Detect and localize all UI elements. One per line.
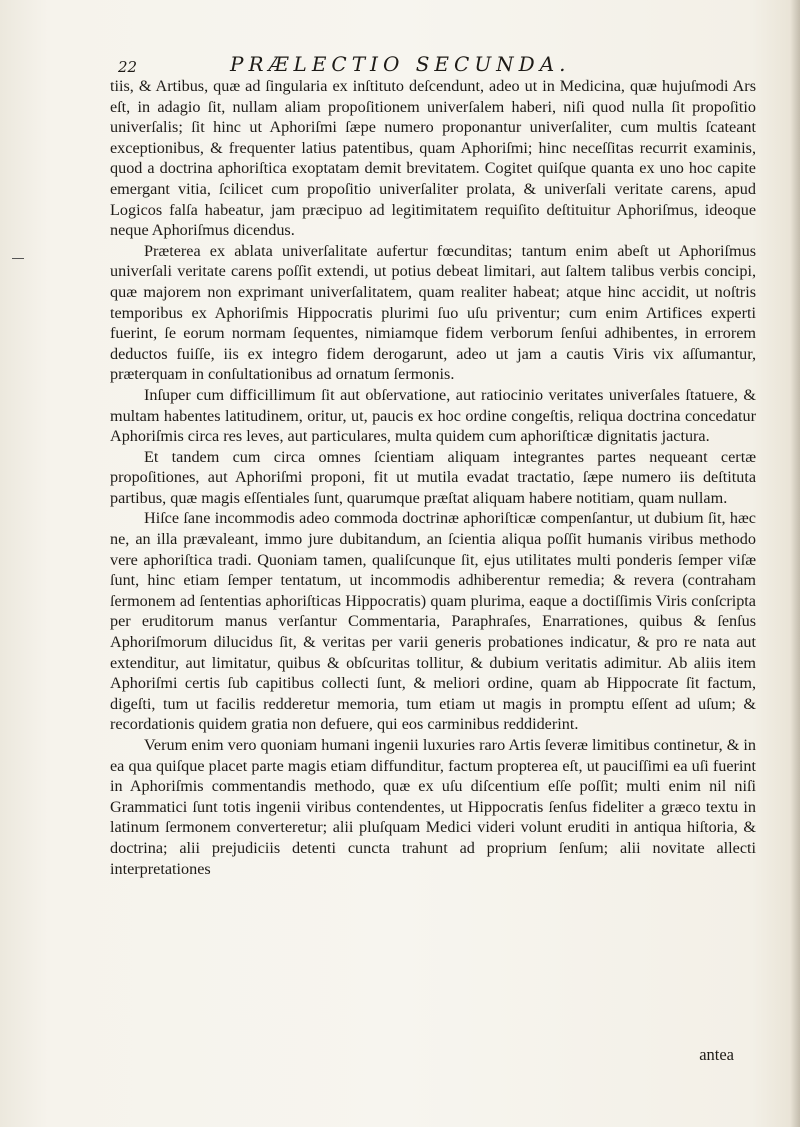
paragraph-2: Præterea ex ablata univerſalitate aufertur fœcunditas; tantum enim abeſt ut Aphoriſmus univerſali veritate carens poſſit extendi, ut potius debeat limitari, aut ſaltem talibus verbis concipi, quæ majorem non exprimant univerſalitatem, quam realiter habeat; atque hinc accidit, ut noſtris temporibus ex Aphoriſmis Hippocratis plurimi ſuo uſu priventur; cum enim Artifices experti fuerint, ſe eorum normam ſequentes, nimiamque fidem verborum ſenſui adhibentes, in errorem deductos fuiſſe, iis ex integro fidem derogarunt, adeo ut jam a cautis Viris vix aſſumantur, præterquam in conſultationibus ad ornatum ſermonis. (110, 241, 756, 384)
body-text (110, 76, 756, 879)
catchword: antea (699, 1045, 734, 1064)
paragraph-1: tiis, & Artibus, quæ ad ſingularia ex inſtituto deſcendunt, adeo ut in Medicina, quæ hujuſmodi Ars eſt, in adagio ſit, nullam aliam propoſitionem univerſalem haberi, niſi quod nulla ſit propoſitio univerſalis; ſit hinc ut Aphoriſmi ſæpe numero proponantur univerſaliter, cum multis ſcateant exceptionibus, & frequenter latius patentibus, quam Aphoriſmi; hinc neceſſitas recurrit examinis, quod a doctrina aphoriſtica exoptatam demit brevitatem. Cogitet quiſque quanta ex uno hoc capite emergant vitia, ſcilicet cum propoſitio univerſaliter prolata, & univerſali veritate carens, apud Logicos falſa habeatur, jam præcipuo ad legitimitatem requiſito deſtituitur Aphoriſmus, ideoque neque Aphoriſmus dicendus. (110, 77, 756, 240)
paragraph-6: Verum enim vero quoniam humani ingenii luxuries raro Artis ſeveræ limitibus continetur, & in ea qua quiſque placet parte magis etiam diffunditur, factum propterea eſt, ut pauciſſimi ea uſi fuerint in Aphoriſmis commentandis methodo, quæ ex uſu diſcentium eſſe poſſit; multi enim nil niſi Grammatici ſunt totis ingenii viribus contendentes, ut Hippocratis ſenſus fideliter a græco textu in latinum ſermonem converteretur; alii pluſquam Medici videri volunt eruditi in antiqua hiſtoria, & doctrina; alii prejudiciis detenti cuncta trahunt ad proprium ſenſum; alii novitate allecti interpretationes (110, 736, 756, 878)
page-edge-shadow (790, 0, 800, 1127)
page-header (118, 52, 758, 76)
paragraph-4: Et tandem cum circa omnes ſcientiam aliquam integrantes partes nequeant certæ propoſitiones, aut Aphoriſmi proponi, fit ut mutila evadat tractatio, ſæpe numero iis deſtituta partibus, quæ magis eſſentiales ſunt, quarumque præſtat aliquam habere notitiam, quam nullam. (110, 447, 756, 507)
margin-mark (12, 258, 24, 259)
paragraph-3: Inſuper cum difficillimum ſit aut obſervatione, aut ratiocinio veritates univerſales ſtatuere, & multam habentes latitudinem, oritur, ut, paucis ex hoc ordine congeſtis, reliqua doctrina concedatur Aphoriſmis circa res leves, aut particulares, multa quidem cum aphoriſticæ dignitatis jactura. (110, 385, 756, 446)
page-number: 22 (118, 58, 138, 76)
paragraph-5: Hiſce ſane incommodis adeo commoda doctrinæ aphoriſticæ compenſantur, ut dubium ſit, hæc ne, an illa prævaleant, immo jure dubitandum, an ſcientia aliqua poſſit humanis viribus methodo vere aphoriſtica tradi. Quoniam tamen, qualiſcunque ſit, ejus utilitates multi ponderis ſemper viſæ ſunt, hinc etiam ſemper tentatum, ut incommodis adhiberentur remedia; & revera (contraham ſermonem ad ſententias aphoriſticas Hippocratis) quam plurima, eaque a doctiſſimis Viris conſcripta per eruditorum manus verſantur Commentaria, Paraphraſes, Enarrationes, quibus & ſenſus Aphoriſmorum dilucidus ſit, & veritas per varii generis probationes indicatur, & pro re nata aut extenditur, aut limitatur, quibus & obſcuritas tollitur, & dubium veritatis adimitur. Ab aliis item Aphoriſmi certis ſub capitibus collecti ſunt, & meliori ordine, quam ab Hippocrate ſit factum, digeſti, tum ut facilis redderetur memoria, tum etiam ut magis in promptu eſſent ad uſum; & recordationis quidem gratia non defuere, qui eos carminibus reddiderint. (110, 509, 756, 734)
running-title: PRÆLECTIO SECUNDA. (230, 52, 571, 76)
